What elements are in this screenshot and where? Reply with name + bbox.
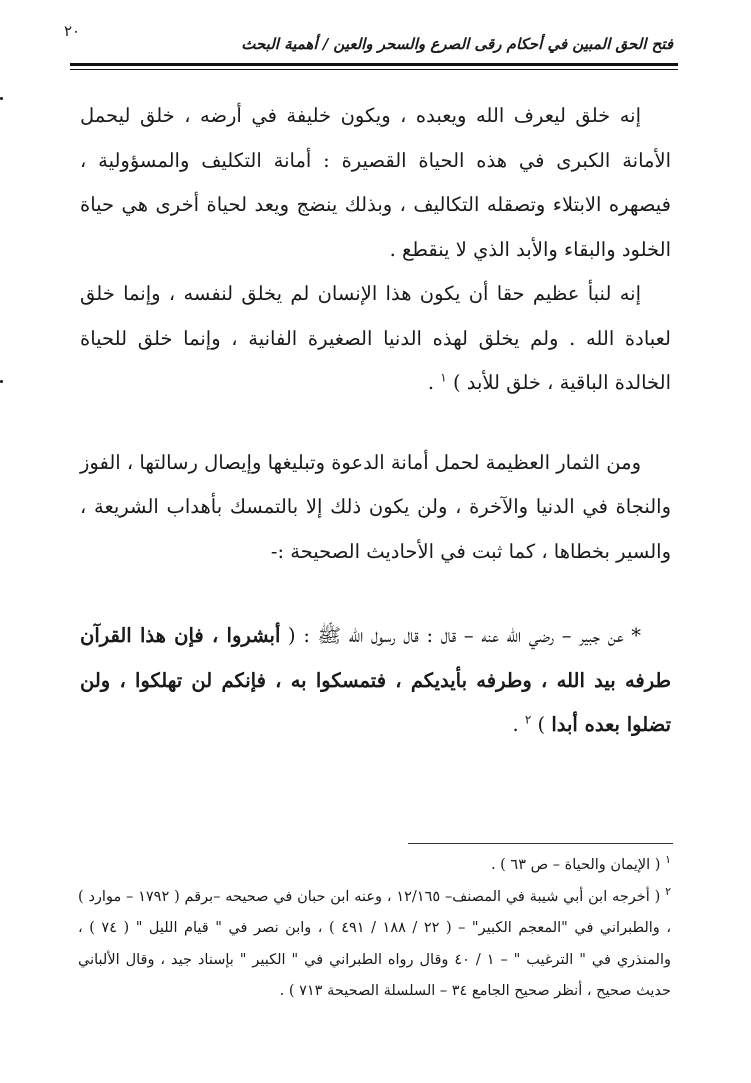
hadith-end: .	[512, 713, 525, 736]
hadith-intro: * عن جبير – رضي الله عنه – قال : قال رسول الله ﷺ : (	[288, 624, 642, 647]
paragraph-gap	[80, 574, 671, 614]
hadith-quote: أبشروا ، فإن هذا القرآن طرفه بيد الله ، وطرفه بأيديكم ، فتمسكوا به ، فإنكم لن تهلكوا ، ولن تضلوا بعده أبدا	[80, 624, 671, 736]
footnote-text: ( الإيمان والحياة – ص ٦٣ ) .	[490, 857, 661, 873]
margin-mark	[0, 380, 3, 383]
body-text	[80, 94, 671, 748]
header-rule-thick	[70, 63, 678, 66]
footnote-separator	[408, 843, 673, 844]
running-header: فتح الحق المبين في أحكام رقى الصرع والسحر والعين / أهمية البحث	[241, 35, 673, 53]
footnote	[78, 882, 671, 1008]
paragraph: إنه خلق ليعرف الله ويعبده ، ويكون خليفة في أرضه ، خلق ليحمل الأمانة الكبرى في هذه الحياة القصيرة : أمانة التكليف والمسؤولية ، فيصهره الابتلاء وتصقله التكاليف ، وبذلك ينضج ويعد لحياة أخرى هي حياة الخلود والبقاء والأبد الذي لا ينقطع .	[80, 104, 671, 261]
page-number: ٢٠	[64, 22, 81, 40]
footnote-number: ١	[665, 853, 671, 867]
footnote-reference: ٢	[524, 712, 532, 727]
footnote-text: ( أخرجه ابن أبي شيبة في المصنف– ١٢/١٦٥ ، وعنه ابن حبان في صحيحه –برقم ( ١٧٩٢ – موارد ) ، والطبراني في "المعجم الكبير" – ( ٢٢ / ١٨٨ / ٤٩١ ) ، وابن نصر في " قيام الليل " ( ٧٤ ) ، والمنذري في " الترغيب " – ١ / ٤٠ وقال رواه الطبراني في " الكبير " بإسناد جيد ، وقال الألباني حديث صحيح ، أنظر صحيح الجامع ٣٤ – السلسلة الصحيحة ٧١٣ ) .	[78, 888, 672, 999]
paragraph-text: إنه لنبأ عظيم حقا أن يكون هذا الإنسان لم يخلق لنفسه ، وإنما خلق لعبادة الله . ولم يخلق لهذه الدنيا الصغيرة الفانية ، وإنما خلق للحياة الخالدة الباقية ، خلق للأبد )	[80, 282, 671, 394]
footnote-reference: ١	[440, 370, 447, 385]
footnote-number: ٢	[665, 884, 672, 898]
header-rule-thin	[70, 69, 678, 70]
margin-mark	[0, 97, 3, 100]
hadith-close: )	[537, 713, 552, 736]
hadith	[80, 614, 671, 748]
footnotes	[78, 850, 671, 1008]
paragraph	[80, 272, 671, 406]
paragraph-end: .	[427, 371, 441, 394]
paragraph-gap	[80, 406, 671, 441]
paragraph: ومن الثمار العظيمة لحمل أمانة الدعوة وتبليغها وإيصال رسالتها ، الفوز والنجاة في الدنيا والآخرة ، ولن يكون ذلك إلا بالتمسك بأهداب الشريعة ، والسير بخطاها ، كما ثبت في الأحاديث الصحيحة :-	[80, 450, 671, 563]
footnote	[78, 850, 671, 882]
